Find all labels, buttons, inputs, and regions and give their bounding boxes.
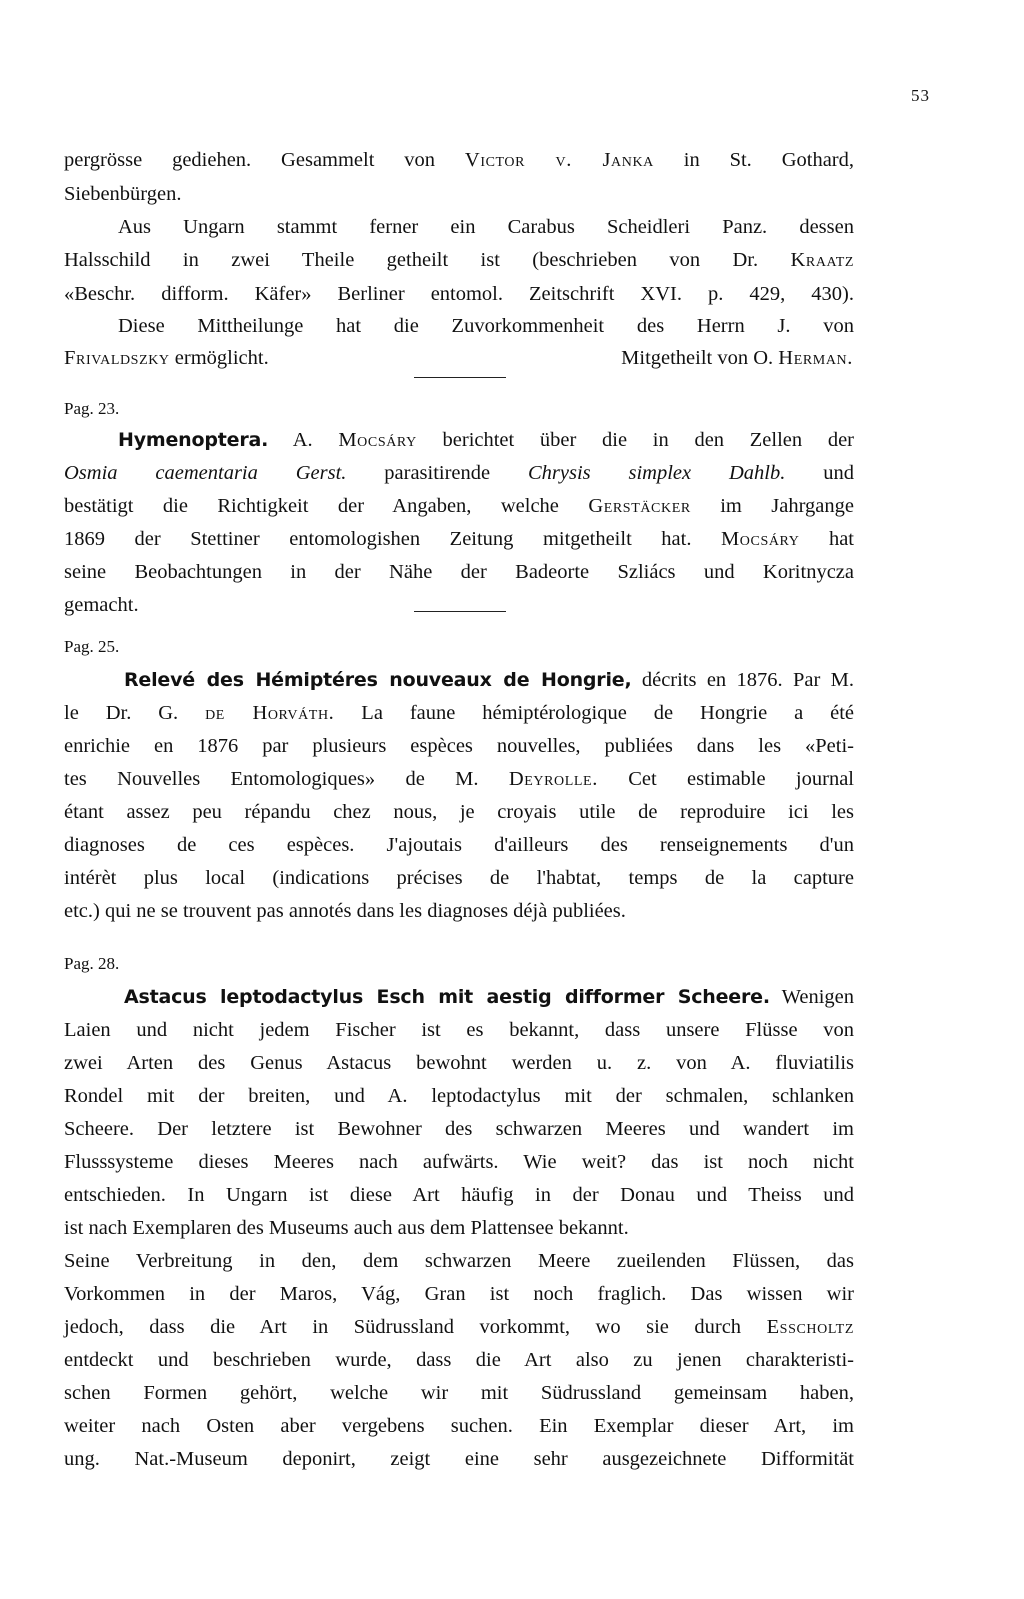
author-name: Frivaldszky	[64, 347, 170, 369]
author-name: Victor v. Janka	[464, 149, 654, 171]
text-line: weiter nach Osten aber vergebens suchen. Ein Exemplar dieser Art, im	[64, 1415, 854, 1437]
text-line: Seine Verbreitung in den, dem schwarzen Meere zueilenden Flüssen, das	[64, 1250, 854, 1272]
text-run: décrits en 1876. Par M.	[631, 669, 854, 691]
text-run: le Dr. G.	[64, 702, 206, 724]
text-run: in St. Gothard,	[653, 149, 854, 171]
text-line: Rondel mit der breiten, und A. leptodactylus mit der schmalen, schlanken	[64, 1085, 854, 1107]
text-line: Flusssysteme dieses Meeres nach aufwärts. Wie weit? das ist noch nicht	[64, 1151, 854, 1173]
species-name: Osmia caementaria Gerst.	[64, 462, 347, 484]
text-line	[64, 1314, 854, 1340]
text-line: ist nach Exemplaren des Museums auch aus dem Plattensee bekannt.	[64, 1217, 629, 1239]
page-reference: Pag. 25.	[64, 637, 120, 656]
page-number: 53	[911, 86, 930, 105]
text-line	[124, 984, 854, 1010]
text-run: berichtet über die in den Zellen der	[416, 429, 854, 451]
text-line: entschieden. In Ungarn ist diese Art häufig in der Donau und Theiss und	[64, 1184, 854, 1206]
text-line	[64, 247, 854, 273]
text-run: Mitgetheilt von O.	[621, 347, 779, 369]
species-name: Chrysis simplex Dahlb.	[528, 462, 786, 484]
author-name: Herman.	[778, 347, 853, 369]
text-line: ung. Nat.-Museum deponirt, zeigt eine sehr ausgezeichnete Difformität	[64, 1448, 854, 1470]
author-name: Gerstäcker	[588, 495, 691, 517]
attribution	[563, 345, 853, 371]
text-line: seine Beobachtungen in der Nähe der Badeorte Szliács und Koritnycza	[64, 561, 854, 583]
text-run: Halsschild in zwei Theile getheilt ist (beschrieben von Dr.	[64, 249, 791, 271]
author-name: de Horváth.	[205, 702, 335, 724]
text-line	[64, 493, 854, 519]
text-run: und	[785, 462, 854, 484]
section-heading: Hymenoptera.	[118, 429, 269, 451]
section-heading: Relevé des Hémiptéres nouveaux de Hongrie,	[124, 669, 632, 691]
text-line	[64, 700, 854, 726]
text-run: ermöglicht.	[169, 347, 269, 369]
section-heading: Astacus leptodactylus Esch mit aestig difformer Scheere.	[124, 986, 770, 1008]
text-run: A.	[268, 429, 339, 451]
text-line: schen Formen gehört, welche wir mit Südrussland gemeinsam haben,	[64, 1382, 854, 1404]
section-divider	[414, 611, 506, 612]
text-line: gemacht.	[64, 594, 139, 616]
text-line: Vorkommen in der Maros, Vág, Gran ist noch fraglich. Das wissen wir	[64, 1283, 854, 1305]
author-name: Deyrolle.	[508, 768, 598, 790]
text-line: entdeckt und beschrieben wurde, dass die Art also zu jenen charakteristi-	[64, 1349, 854, 1371]
page-reference: Pag. 28.	[64, 954, 120, 973]
text-line	[64, 460, 854, 486]
text-line: étant assez peu répandu chez nous, je croyais utile de reproduire ici les	[64, 801, 854, 823]
text-run: parasitirende	[346, 462, 528, 484]
text-line	[64, 526, 854, 552]
text-run: 1869 der Stettiner entomologishen Zeitung mitgetheilt hat.	[64, 528, 721, 550]
text-run: tes Nouvelles Entomologiques» de M.	[64, 768, 509, 790]
text-line: Scheere. Der letztere ist Bewohner des schwarzen Meeres und wandert im	[64, 1118, 854, 1140]
author-name: Mocsáry	[720, 528, 800, 550]
text-run: La faune hémiptérologique de Hongrie a été	[334, 702, 854, 724]
text-run: pergrösse gediehen. Gesammelt von	[64, 149, 465, 171]
text-line	[64, 147, 854, 173]
author-name: Mocsáry	[338, 429, 417, 451]
author-name: Kraatz	[790, 249, 854, 271]
text-line: enrichie en 1876 par plusieurs espèces nouvelles, publiées dans les «Peti-	[64, 735, 854, 757]
section-divider	[414, 377, 506, 378]
text-line: intérèt plus local (indications précises de l'habtat, temps de la capture	[64, 867, 854, 889]
text-line	[118, 427, 854, 453]
author-name: Esscholtz	[766, 1316, 854, 1338]
text-line	[64, 766, 854, 792]
text-line: Laien und nicht jedem Fischer ist es bekannt, dass unsere Flüsse von	[64, 1019, 854, 1041]
text-run: Cet estimable journal	[597, 768, 854, 790]
text-run: hat	[799, 528, 855, 550]
page-reference: Pag. 23.	[64, 399, 120, 418]
text-run: Wenigen	[769, 986, 854, 1008]
text-run: jedoch, dass die Art in Südrussland vorkommt, wo sie durch	[64, 1316, 767, 1338]
text-line: etc.) qui ne se trouvent pas annotés dans les diagnoses déjà publiées.	[64, 900, 626, 922]
text-run: bestätigt die Richtigkeit der Angaben, welche	[64, 495, 589, 517]
text-line: zwei Arten des Genus Astacus bewohnt werden u. z. von A. fluviatilis	[64, 1052, 854, 1074]
text-line	[124, 667, 854, 693]
text-run: im Jahrgange	[690, 495, 854, 517]
text-line: diagnoses de ces espèces. J'ajoutais d'ailleurs des renseignements d'un	[64, 834, 854, 856]
text-line: «Beschr. difform. Käfer» Berliner entomol. Zeitschrift XVI. p. 429, 430).	[64, 283, 854, 305]
text-line: Aus Ungarn stammt ferner ein Carabus Scheidleri Panz. dessen	[118, 216, 854, 238]
text-line: Diese Mittheilunge hat die Zuvorkommenheit des Herrn J. von	[118, 315, 854, 337]
text-line: Siebenbürgen.	[64, 183, 182, 205]
